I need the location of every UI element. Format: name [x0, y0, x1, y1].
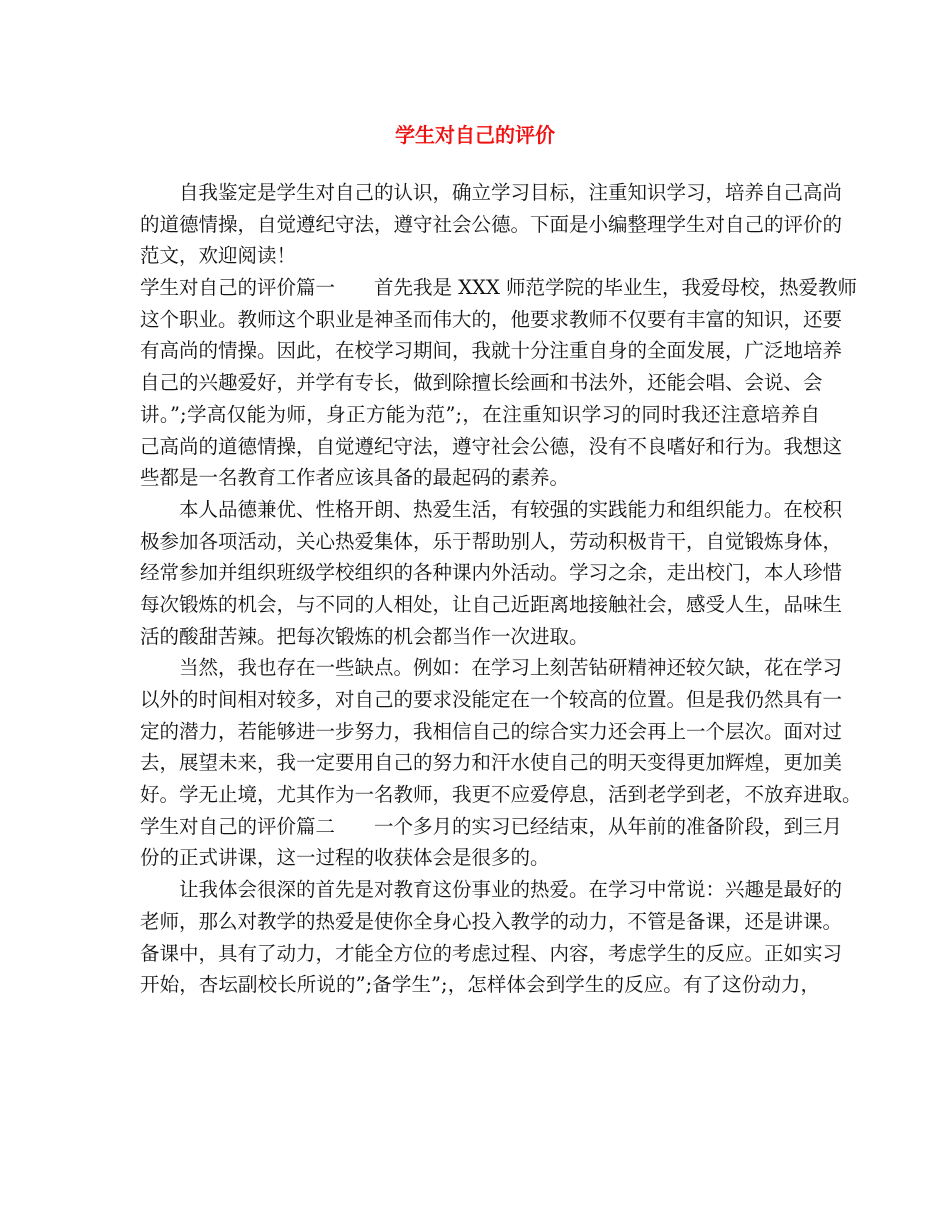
text-line: 自我鉴定是学生对自己的认识，确立学习目标，注重知识学习，培养自己高尚	[140, 181, 843, 204]
text-line: 的道德情操，自觉遵纪守法，遵守社会公德。下面是小编整理学生对自己的评价的	[140, 212, 843, 236]
text-line: 开始，杏坛副校长所说的”;备学生”;，怎样体会到学生的反应。有了这份动力，	[140, 973, 820, 997]
text-line: 备课中，具有了动力，才能全方位的考虑过程、内容，考虑学生的反应。正如实习	[140, 941, 843, 965]
text-line: 这个职业。教师这个职业是神圣而伟大的，他要求教师不仅要有丰富的知识，还要	[140, 307, 843, 331]
text-line: 定的潜力，若能够进一步努力，我相信自己的综合实力还会再上一个层次。面对过	[140, 719, 843, 743]
text-line: 些都是一名教育工作者应该具备的最起码的素养。	[140, 466, 570, 490]
text-line: 好。学无止境，尤其作为一名教师，我更不应爱停息，活到老学到老，不放弃进取。	[140, 783, 862, 807]
text-line: 讲。”;学高仅能为师，身正方能为范”;，在注重知识学习的同时我还注意培养自	[140, 402, 820, 426]
text-line: 活的酸甜苦辣。把每次锻炼的机会都当作一次进取。	[140, 624, 589, 648]
text-line: 老师，那么对教学的热爱是使你全身心投入教学的动力，不管是备课，还是讲课。	[140, 909, 843, 933]
text-line: 以外的时间相对较多，对自己的要求没能定在一个较高的位置。但是我仍然具有一	[140, 688, 843, 711]
text-line: 极参加各项活动，关心热爱集体，乐于帮助别人，劳动积极肯干，自觉锻炼身体，	[140, 529, 843, 553]
text-line: 己高尚的道德情操，自觉遵纪守法，遵守社会公德，没有不良嗜好和行为。我想这	[140, 434, 843, 458]
text-line: 每次锻炼的机会，与不同的人相处，让自己近距离地接触社会，感受人生，品味生	[140, 592, 843, 616]
text-line: 份的正式讲课，这一过程的收获体会是很多的。	[140, 846, 550, 870]
text-line: 范文，欢迎阅读！	[140, 244, 297, 268]
text-line: 本人品德兼优、性格开朗、热爱生活，有较强的实践能力和组织能力。在校积	[140, 497, 843, 521]
text-line: 学生对自己的评价篇二 一个多月的实习已经结束，从年前的准备阶段，到三月	[140, 814, 843, 838]
document-body	[140, 177, 862, 1001]
text-line: 自己的兴趣爱好，并学有专长，做到除擅长绘画和书法外，还能会唱、会说、会	[140, 371, 823, 395]
text-line: 有高尚的情操。因此，在校学习期间，我就十分注重自身的全面发展，广泛地培养	[140, 339, 843, 363]
document-title: 学生对自己的评价	[395, 123, 555, 147]
text-line: 经常参加并组织班级学校组织的各种课内外活动。学习之余，走出校门，本人珍惜	[140, 561, 843, 585]
text-line: 让我体会很深的首先是对教育这份事业的热爱。在学习中常说：兴趣是最好的	[140, 878, 843, 902]
text-line: 去，展望未来，我一定要用自己的努力和汗水使自己的明天变得更加辉煌，更加美	[140, 751, 843, 775]
text-line: 当然，我也存在一些缺点。例如：在学习上刻苦钻研精神还较欠缺，花在学习	[140, 656, 843, 680]
text-line: 学生对自己的评价篇一 首先我是 XXX 师范学院的毕业生，我爱母校，热爱教师	[140, 276, 858, 300]
